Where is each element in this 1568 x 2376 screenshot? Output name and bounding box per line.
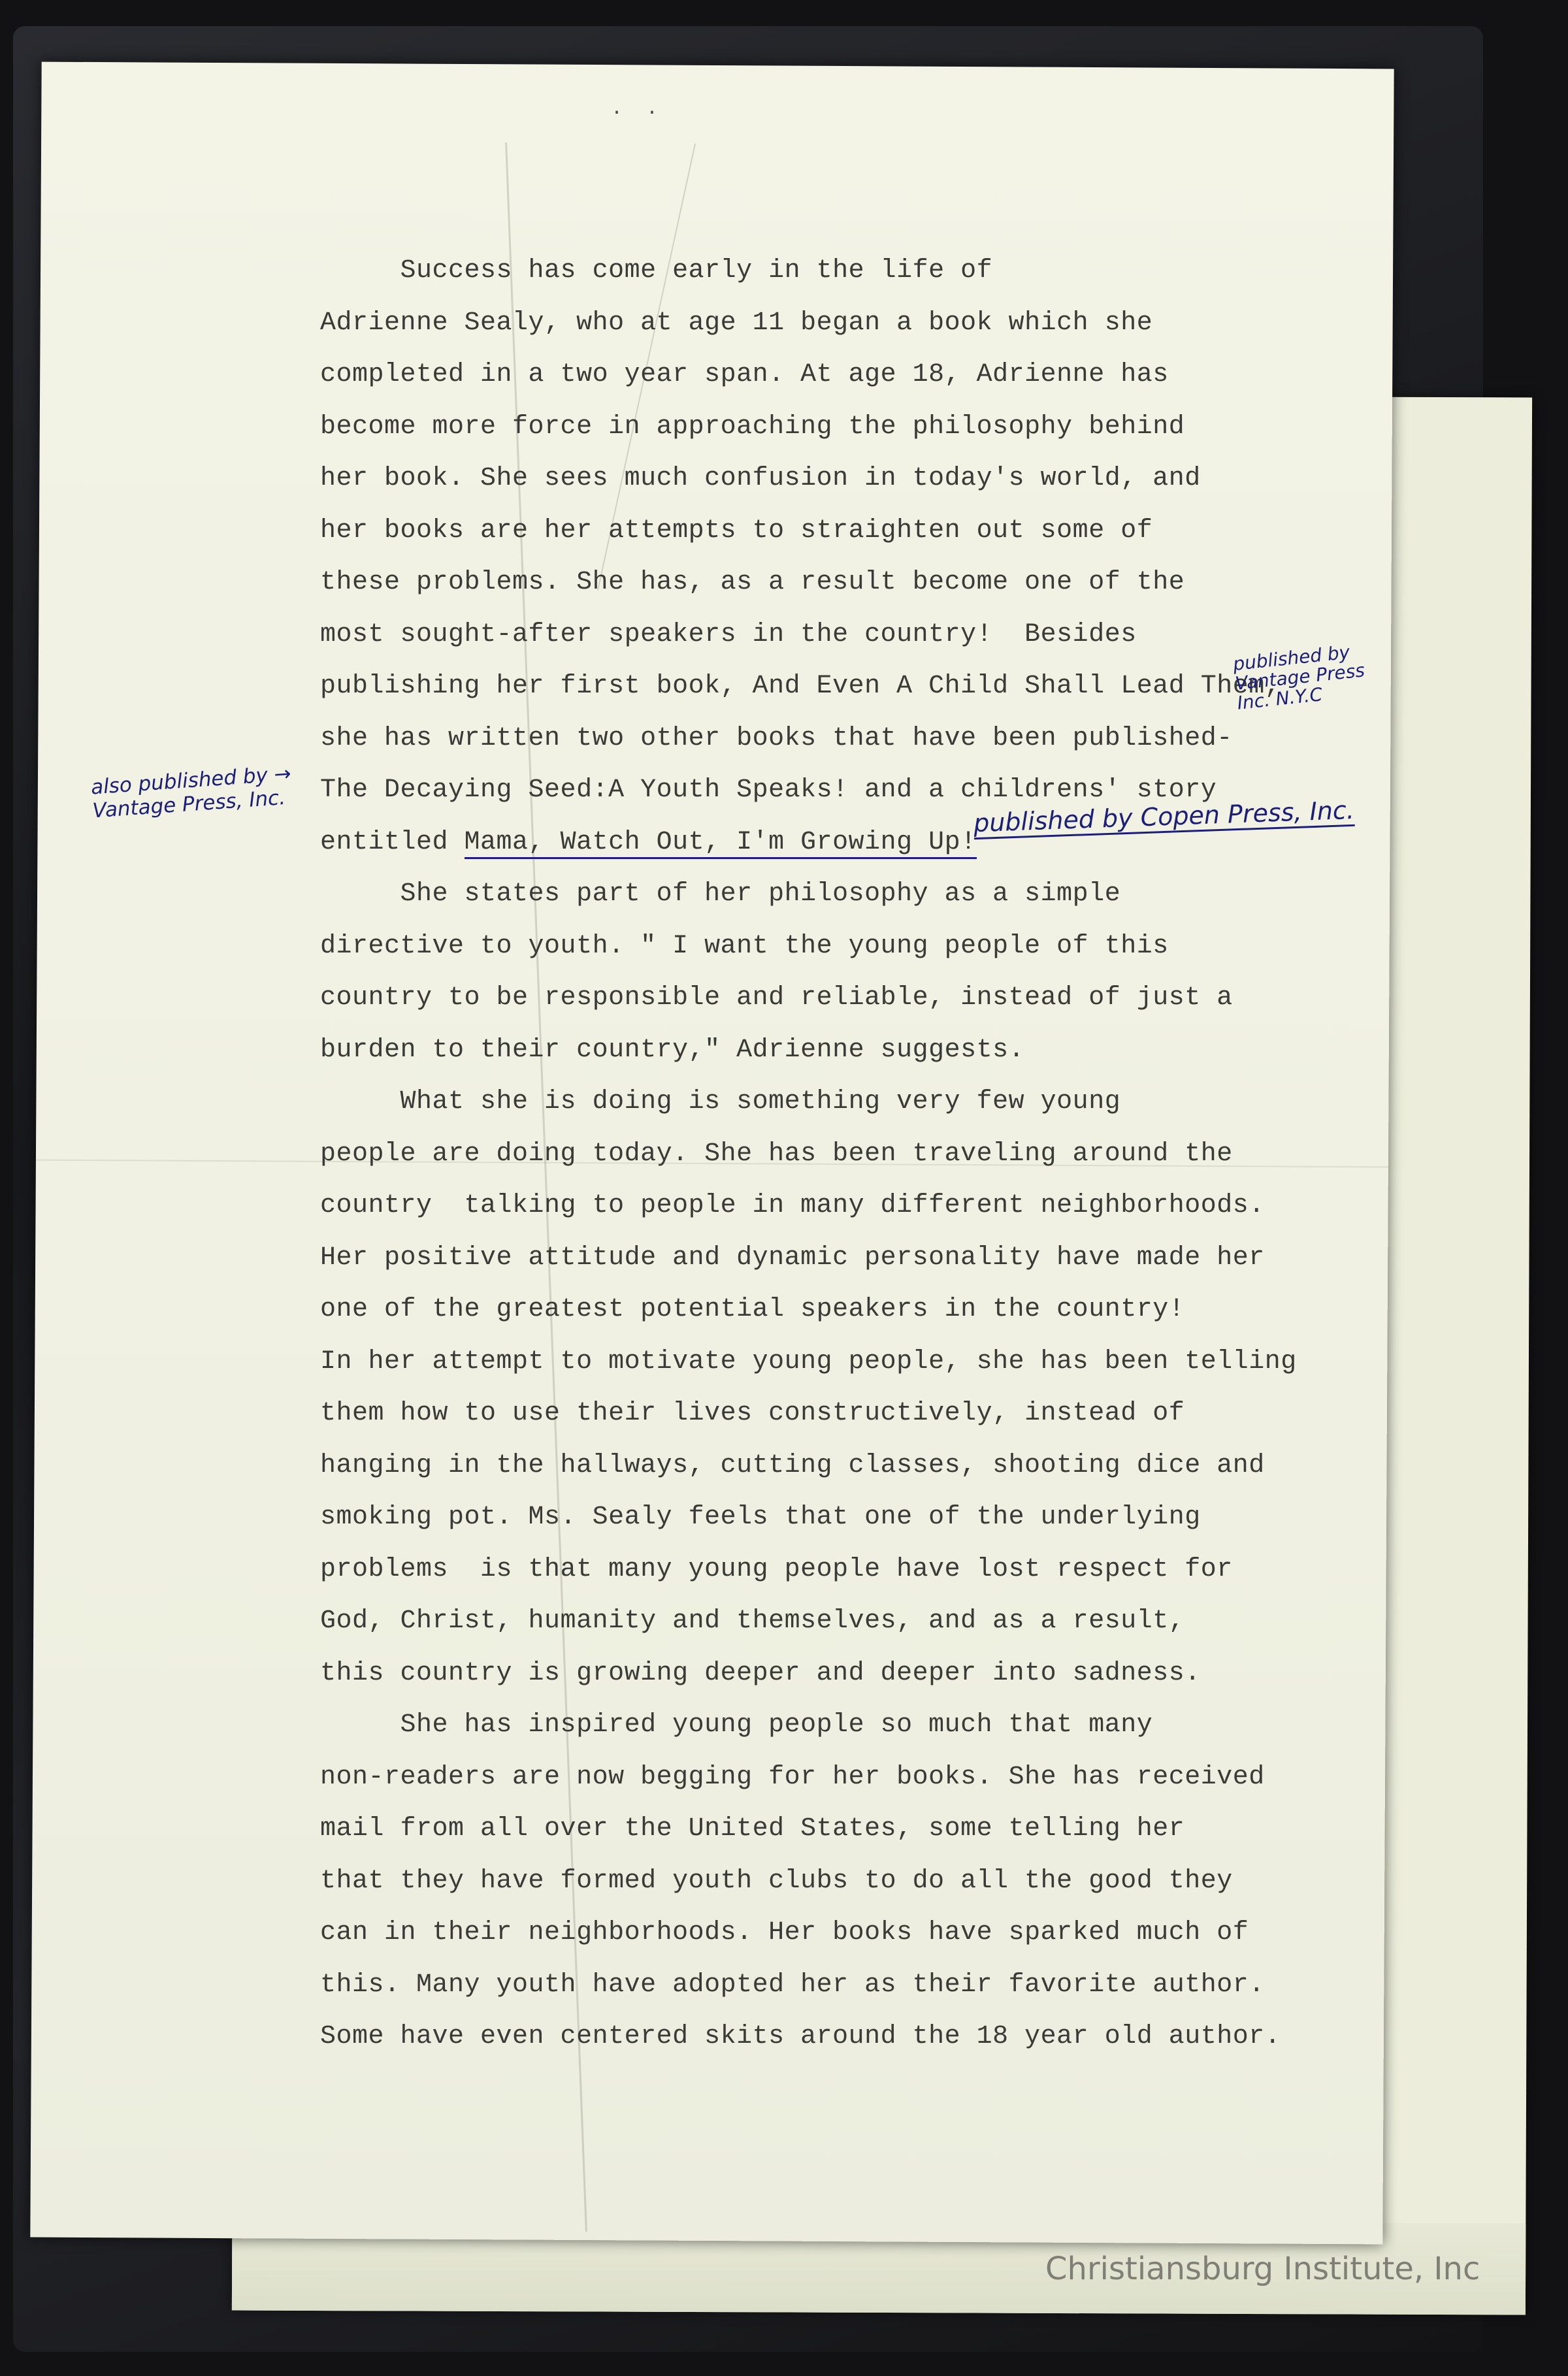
text-line-prefix: entitled	[320, 827, 465, 857]
text-line: this country is growing deeper and deeper into sadness.	[320, 1658, 1201, 1688]
text-line: them how to use their lives constructively, instead of	[320, 1399, 1185, 1428]
text-line: become more force in approaching the philosophy behind	[320, 412, 1185, 442]
book-title-underlined: Mama, Watch Out, I'm Growing Up!	[465, 828, 977, 859]
text-line: problems is that many young people have lost respect for	[320, 1554, 1233, 1584]
text-line: her books are her attempts to straighten out some of	[320, 515, 1153, 545]
text-line: Success has come early in the life of	[320, 256, 993, 285]
text-line: that they have formed youth clubs to do all the good they	[320, 1866, 1233, 1896]
text-line: mail from all over the United States, some telling her	[320, 1814, 1185, 1844]
text-line: country to be responsible and reliable, instead of just a	[320, 983, 1233, 1013]
watermark: Christiansburg Institute, Inc	[1045, 2251, 1480, 2287]
text-line: country talking to people in many different neighborhoods.	[320, 1191, 1265, 1220]
text-line: completed in a two year span. At age 18, Adrienne has	[320, 360, 1169, 389]
text-line: What she is doing is something very few young	[320, 1087, 1121, 1116]
paragraph-4	[320, 1699, 1352, 2063]
paragraph-2	[320, 868, 1352, 1076]
text-line: can in their neighborhoods. Her books have sparked much of	[320, 1918, 1249, 1947]
text-line: She has inspired young people so much that many	[320, 1710, 1153, 1740]
text-line: she has written two other books that have been published-	[320, 723, 1233, 753]
typed-text	[320, 245, 1352, 2063]
text-line: Her positive attitude and dynamic personality have made her	[320, 1243, 1265, 1273]
text-line: her book. She sees much confusion in today's world, and	[320, 464, 1201, 493]
handwritten-note-also-published: also published by → Vantage Press, Inc.	[90, 762, 292, 823]
text-line: non-readers are now begging for her books. She has received	[320, 1762, 1265, 1792]
text-line: In her attempt to motivate young people, she has been telling	[320, 1346, 1297, 1376]
text-line: The Decaying Seed:A Youth Speaks! and a childrens' story	[320, 775, 1217, 805]
text-line: Adrienne Sealy, who at age 11 began a book which she	[320, 308, 1153, 338]
paragraph-1	[320, 245, 1352, 868]
text-line: God, Christ, humanity and themselves, and as a result,	[320, 1606, 1185, 1636]
text-line: directive to youth. " I want the young people of this	[320, 931, 1169, 961]
text-line: hanging in the hallways, cutting classes, shooting dice and	[320, 1450, 1265, 1480]
text-line: these problems. She has, as a result become one of the	[320, 568, 1185, 597]
handwritten-note-publisher: published by Vantage Press Inc. N.Y.C	[1232, 641, 1366, 714]
text-line: one of the greatest potential speakers in the country!	[320, 1295, 1185, 1324]
text-line: people are doing today. She has been traveling around the	[320, 1139, 1233, 1169]
text-line: burden to their country," Adrienne suggests.	[320, 1035, 1025, 1065]
text-line: Some have even centered skits around the 18 year old author.	[320, 2022, 1281, 2051]
text-line: smoking pot. Ms. Sealy feels that one of the underlying	[320, 1503, 1201, 1532]
text-line: most sought-after speakers in the country! Besides	[320, 619, 1137, 649]
text-line: She states part of her philosophy as a simple	[320, 879, 1121, 909]
handwritten-note-copen-press-text: published by Copen Press, Inc.	[973, 796, 1354, 839]
paragraph-3	[320, 1076, 1352, 1699]
text-line: this. Many youth have adopted her as their favorite author.	[320, 1970, 1265, 2000]
stray-marks: . .	[611, 98, 659, 120]
text-line: publishing her first book, And Even A Child Shall Lead Them,	[320, 672, 1281, 701]
